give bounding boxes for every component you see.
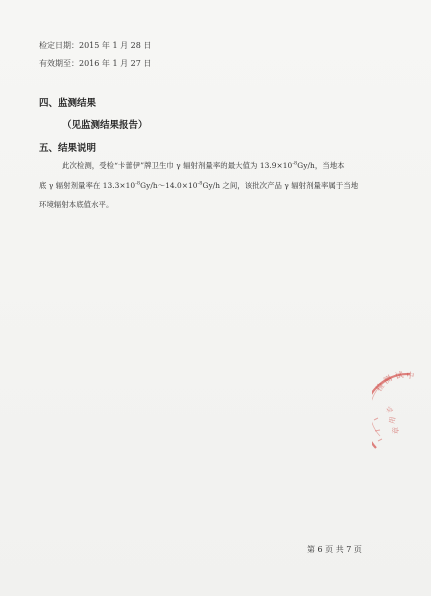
seal-char-5: 专 (385, 405, 396, 415)
seal-char-1: 检 (374, 381, 387, 394)
seal-graphic (372, 369, 415, 448)
section-5-heading: 五、结果说明 (39, 143, 97, 154)
section-4-note: （见监测结果报告） (62, 120, 148, 131)
para-line-1-text-a: 此次检测，受检“卡蕾伊”牌卫生巾 γ 辐射剂量率的最大值为 13.9×10 (62, 161, 293, 170)
para-line-2-exponent-2: -8 (197, 180, 203, 187)
valid-until-date: 有效期至：2016 年 1 月 27 日 (39, 59, 152, 68)
seal-characters (373, 369, 414, 434)
official-seal-stamp (372, 368, 431, 468)
calibration-date: 检定日期：2015 年 1 月 28 日 (39, 41, 152, 50)
para-line-2-text-a: 底 γ 辐射剂量率在 13.3×10 (39, 181, 136, 190)
seal-tick-3 (378, 439, 382, 441)
para-line-2-exponent-1: -8 (135, 180, 141, 187)
para-line-1-text-b: Gy/h，当地本 (297, 161, 345, 170)
para-line-2-text-c: Gy/h 之间，该批次产品 γ 辐射剂量率属于当地 (202, 181, 359, 190)
result-paragraph-line-3: 环境辐射本底值水平。 (39, 200, 114, 209)
para-line-2-text-b: Gy/h～14.0×10 (140, 181, 198, 190)
page-number: 第 6 页 共 7 页 (307, 545, 362, 554)
seal-char-7: 章 (392, 427, 400, 434)
seal-char-4: 中 (405, 371, 415, 381)
para-line-1-exponent: -8 (292, 160, 298, 167)
section-4-heading: 四、监测结果 (39, 98, 97, 109)
seal-tick-1 (374, 418, 378, 420)
result-paragraph-line-1 (62, 160, 345, 171)
seal-char-2: 测 (381, 373, 394, 386)
result-paragraph-line-2 (39, 180, 358, 191)
seal-char-3: 试 (394, 370, 405, 381)
seal-char-6: 用 (388, 416, 398, 425)
